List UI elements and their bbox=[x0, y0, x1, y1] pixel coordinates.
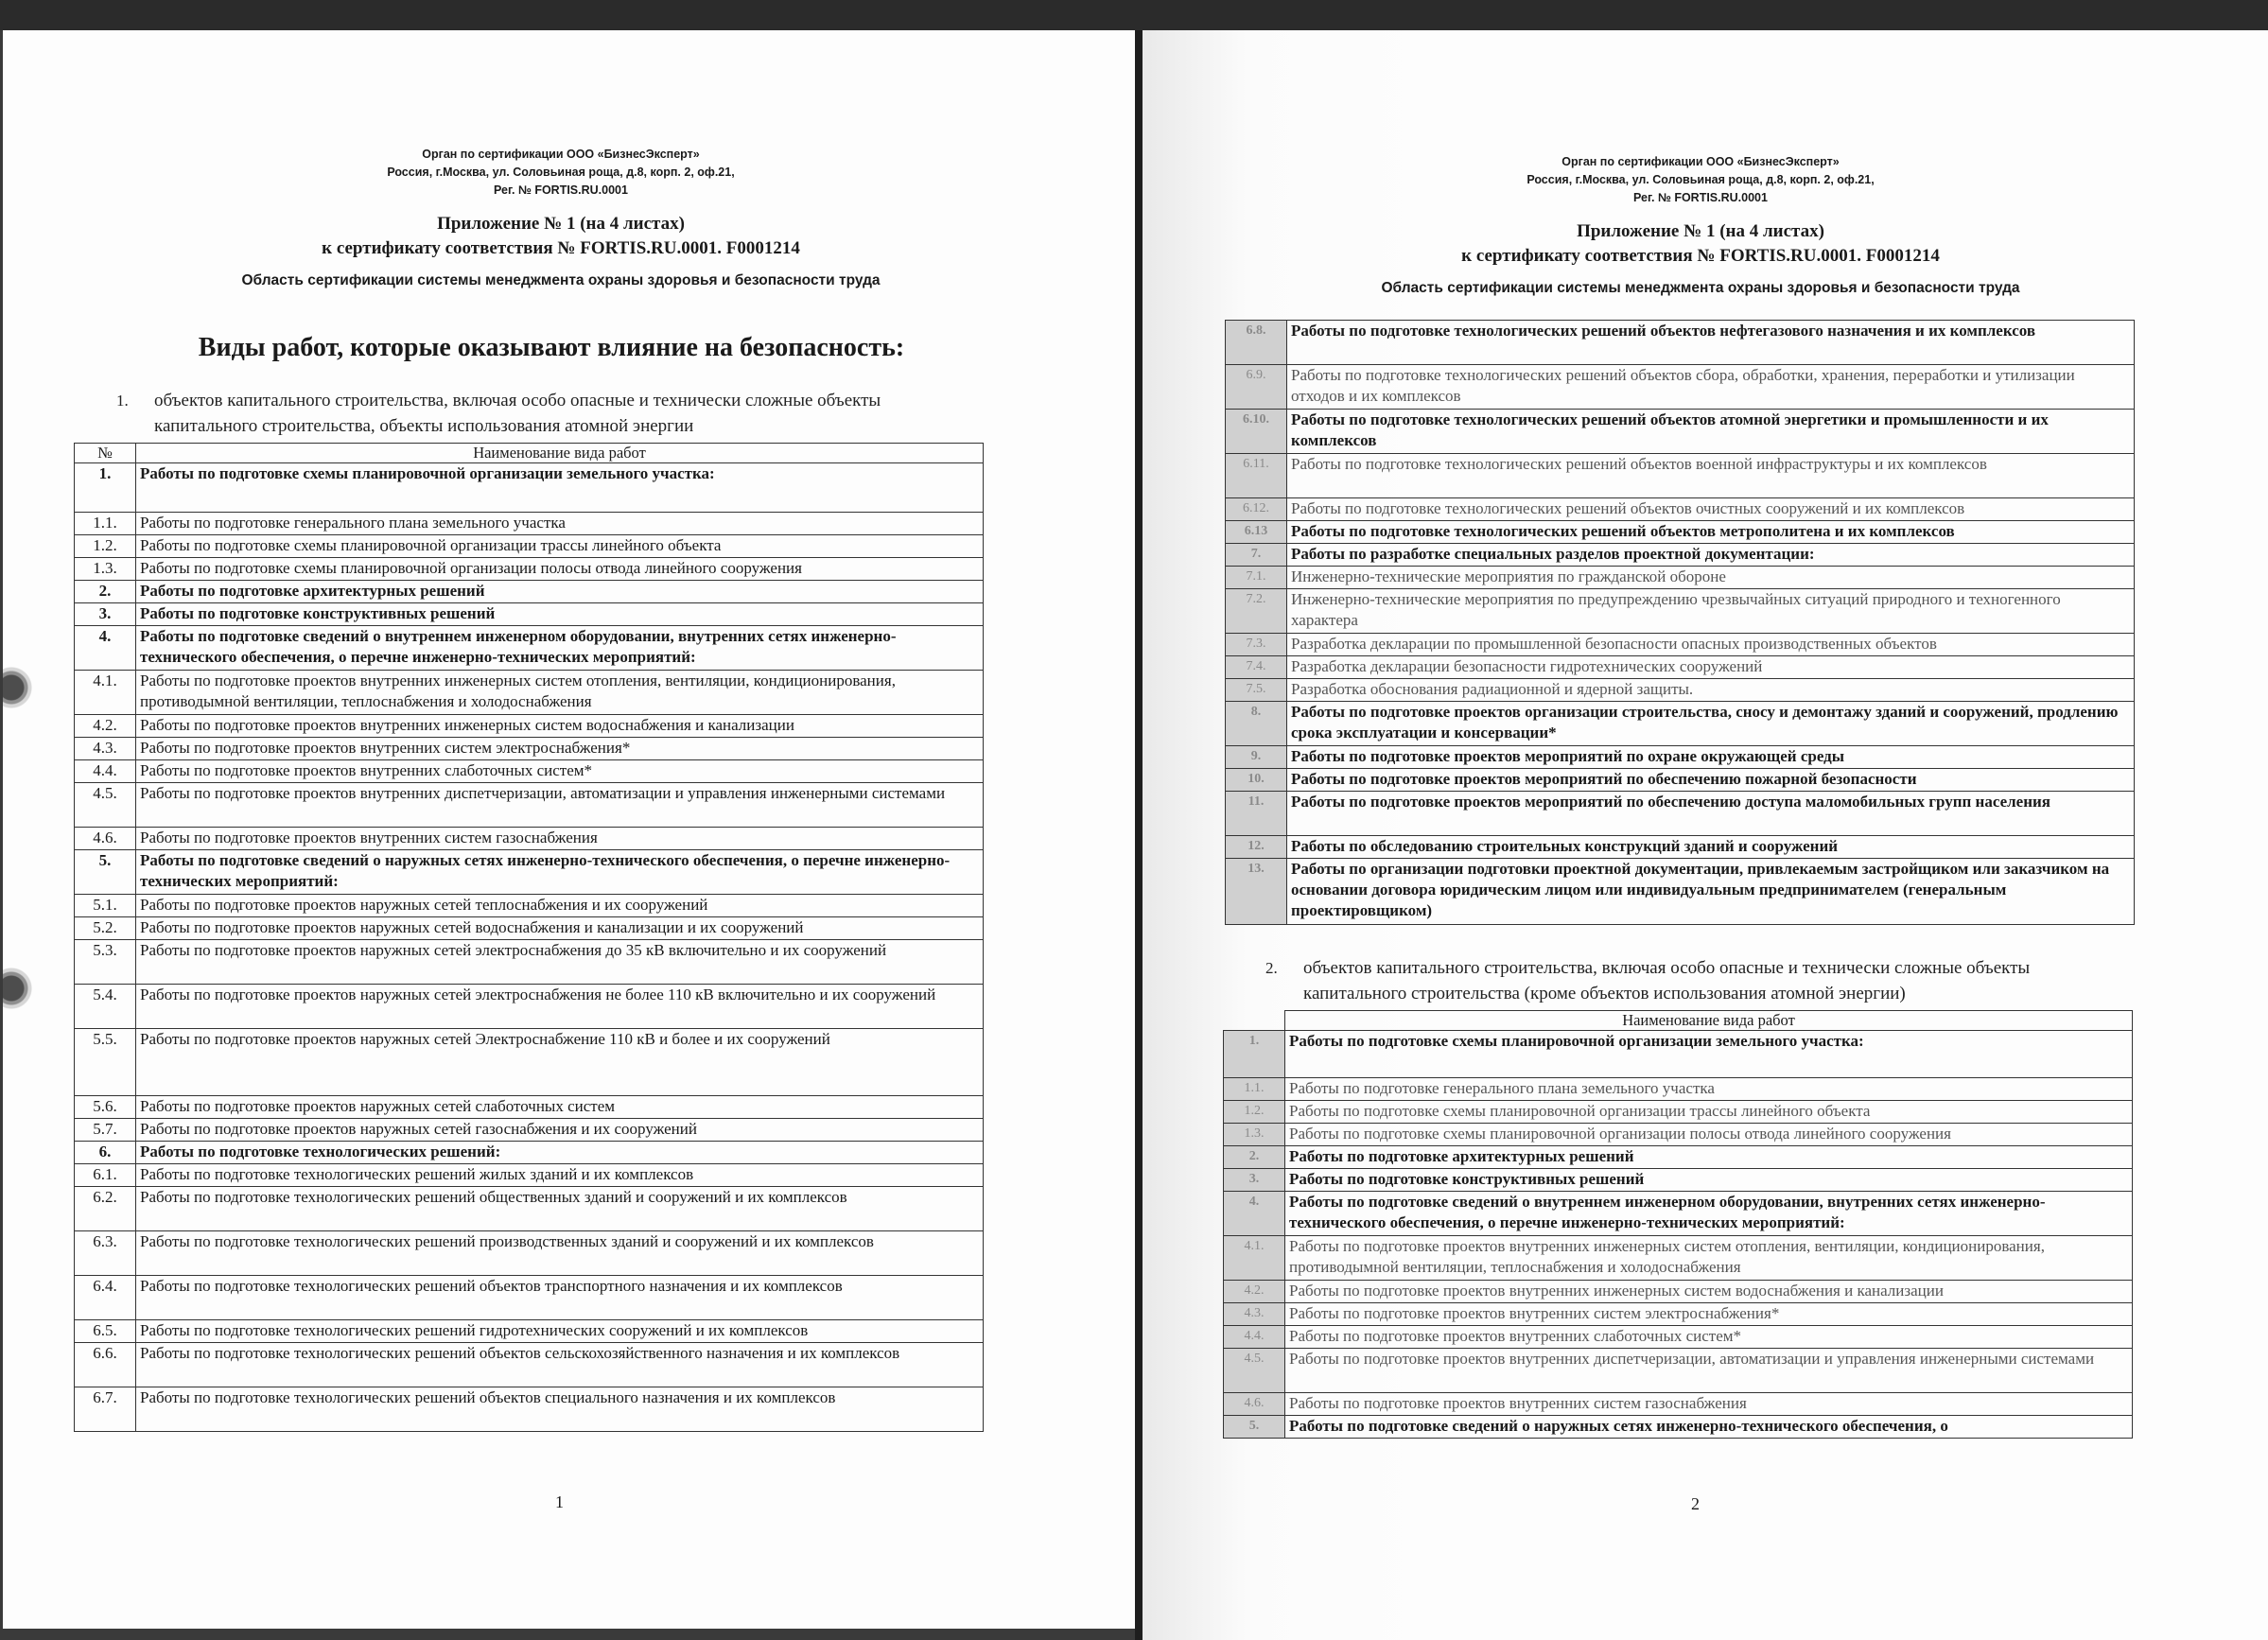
row-number: 4.6. bbox=[1224, 1393, 1285, 1416]
row-number: 4. bbox=[75, 626, 136, 671]
page-number: 1 bbox=[555, 1492, 564, 1511]
work-type-name: Разработка обоснования радиационной и ядерной защиты. bbox=[1287, 679, 2135, 702]
org-registration: Рег. № FORTIS.RU.0001 bbox=[1633, 191, 1768, 204]
works-table-2 bbox=[1223, 1010, 2133, 1439]
document-page-1 bbox=[3, 30, 1135, 1629]
work-type-name: Работы по подготовке проектов внутренних инженерных систем отопления, вентиляции, кондиционирования, противодымной вентиляции, теплоснабжения и холодоснабжения bbox=[136, 671, 984, 715]
org-registration: Рег. № FORTIS.RU.0001 bbox=[494, 183, 628, 197]
work-type-name: Работы по подготовке архитектурных решений bbox=[1285, 1146, 2133, 1169]
work-type-name: Работы по подготовке проектов мероприятий по обеспечению пожарной безопасности bbox=[1287, 769, 2135, 792]
work-type-name: Работы по подготовке генерального плана земельного участка bbox=[1285, 1078, 2133, 1101]
row-number: 4.1. bbox=[1224, 1236, 1285, 1281]
work-type-name: Работы по подготовке проектов внутренних диспетчеризации, автоматизации и управления инженерными системами bbox=[1285, 1349, 2133, 1393]
row-number: 13. bbox=[1226, 859, 1287, 925]
work-type-name: Работы по подготовке проектов организации строительства, сносу и демонтажу зданий и сооружений, продлению срока эксплуатации и консервации* bbox=[1287, 702, 2135, 746]
work-type-name: Работы по подготовке схемы планировочной организации земельного участка: bbox=[136, 463, 984, 513]
work-type-name: Работы по подготовке проектов внутренних инженерных систем водоснабжения и канализации bbox=[136, 715, 984, 738]
work-type-name: Работы по подготовке проектов внутренних инженерных систем водоснабжения и канализации bbox=[1285, 1281, 2133, 1303]
work-type-name: Работы по подготовке проектов наружных сетей газоснабжения и их сооружений bbox=[136, 1119, 984, 1142]
row-number: 4.4. bbox=[75, 760, 136, 783]
table-row bbox=[1226, 746, 2135, 769]
work-type-name: Инженерно-технические мероприятия по гражданской обороне bbox=[1287, 567, 2135, 589]
row-number: 11. bbox=[1226, 792, 1287, 836]
row-number: 6.1. bbox=[75, 1164, 136, 1187]
row-number: 6. bbox=[75, 1142, 136, 1164]
table-row bbox=[1224, 1192, 2133, 1236]
work-type-name: Работы по подготовке проектов наружных сетей электроснабжения не более 110 кВ включительно и их сооружений bbox=[136, 985, 984, 1029]
row-number: 5. bbox=[75, 850, 136, 895]
row-number: 5.2. bbox=[75, 917, 136, 940]
work-type-name: Работы по подготовке технологических решений: bbox=[136, 1142, 984, 1164]
table-row bbox=[75, 463, 984, 513]
table-row bbox=[75, 1119, 984, 1142]
row-number: 6.13 bbox=[1226, 521, 1287, 544]
row-number: 6.12. bbox=[1226, 498, 1287, 521]
work-type-name: Работы по подготовке проектов наружных сетей водоснабжения и канализации и их сооружений bbox=[136, 917, 984, 940]
row-number: 7.4. bbox=[1226, 656, 1287, 679]
row-number: 6.9. bbox=[1226, 365, 1287, 410]
row-number: 12. bbox=[1226, 836, 1287, 859]
org-name: Орган по сертификации ООО «БизнесЭксперт» bbox=[1561, 155, 1840, 168]
row-number: 6.2. bbox=[75, 1187, 136, 1231]
row-number: 5.1. bbox=[75, 895, 136, 917]
work-type-name: Работы по подготовке сведений о внутреннем инженерном оборудовании, внутренних сетях инженерно-технического обеспечения, о перечне инженерно-технических мероприятий: bbox=[136, 626, 984, 671]
work-type-name: Работы по подготовке технологических решений объектов метрополитена и их комплексов bbox=[1287, 521, 2135, 544]
row-number: 2. bbox=[75, 581, 136, 603]
row-number: 4.3. bbox=[1224, 1303, 1285, 1326]
row-number: 1.3. bbox=[75, 558, 136, 581]
table-row bbox=[75, 828, 984, 850]
table-row bbox=[1226, 498, 2135, 521]
table-row bbox=[75, 917, 984, 940]
row-number: 5.7. bbox=[75, 1119, 136, 1142]
work-type-name: Работы по подготовке схемы планировочной организации полосы отвода линейного сооружения bbox=[136, 558, 984, 581]
table-row bbox=[1226, 567, 2135, 589]
table-row bbox=[75, 1276, 984, 1320]
table-row bbox=[1226, 365, 2135, 410]
table-row bbox=[75, 558, 984, 581]
work-type-name: Работы по разработке специальных разделов проектной документации: bbox=[1287, 544, 2135, 567]
table-header-row bbox=[75, 444, 984, 463]
row-number: 5.5. bbox=[75, 1029, 136, 1096]
work-type-name: Работы по подготовке проектов внутренних диспетчеризации, автоматизации и управления инженерными системами bbox=[136, 783, 984, 828]
work-type-name: Работы по подготовке проектов внутренних инженерных систем отопления, вентиляции, кондиционирования, противодымной вентиляции, теплоснабжения и холодоснабжения bbox=[1285, 1236, 2133, 1281]
table-row bbox=[1224, 1236, 2133, 1281]
row-number: 4.5. bbox=[75, 783, 136, 828]
table-row bbox=[1226, 454, 2135, 498]
work-type-name: Работы по подготовке проектов внутренних слаботочных систем* bbox=[136, 760, 984, 783]
document-page-2 bbox=[1143, 30, 2268, 1640]
row-number: 1. bbox=[75, 463, 136, 513]
row-number: 4.5. bbox=[1224, 1349, 1285, 1393]
row-number: 6.4. bbox=[75, 1276, 136, 1320]
certification-scope: Область сертификации системы менеджмента охраны здоровья и безопасности труда bbox=[241, 272, 881, 288]
work-type-name: Работы по подготовке генерального плана земельного участка bbox=[136, 513, 984, 535]
table-row bbox=[1226, 859, 2135, 925]
table-row bbox=[75, 513, 984, 535]
work-type-name: Работы по подготовке технологических решений объектов очистных сооружений и их комплексов bbox=[1287, 498, 2135, 521]
row-number: 4. bbox=[1224, 1192, 1285, 1236]
list-text-line1: объектов капитального строительства, включая особо опасные и технически сложные объекты bbox=[1303, 958, 2031, 978]
table-row bbox=[75, 738, 984, 760]
work-type-name: Работы по подготовке технологических решений объектов специального назначения и их комплексов bbox=[136, 1387, 984, 1432]
list-number: 2. bbox=[1265, 959, 1278, 977]
row-number: 9. bbox=[1226, 746, 1287, 769]
row-number: 6.5. bbox=[75, 1320, 136, 1343]
row-number: 6.7. bbox=[75, 1387, 136, 1432]
table-row bbox=[75, 671, 984, 715]
row-number: 4.2. bbox=[1224, 1281, 1285, 1303]
work-type-name: Работы по подготовке проектов наружных сетей слаботочных систем bbox=[136, 1096, 984, 1119]
table-row bbox=[1224, 1078, 2133, 1101]
work-type-name: Разработка декларации безопасности гидротехнических сооружений bbox=[1287, 656, 2135, 679]
work-type-name: Работы по подготовке технологических решений объектов военной инфраструктуры и их комплексов bbox=[1287, 454, 2135, 498]
table-row bbox=[1224, 1101, 2133, 1124]
table-row bbox=[75, 895, 984, 917]
row-number: 3. bbox=[1224, 1169, 1285, 1192]
list-text-line1: объектов капитального строительства, включая особо опасные и технически сложные объекты bbox=[154, 391, 881, 410]
table-row bbox=[1226, 679, 2135, 702]
row-number: 4.4. bbox=[1224, 1326, 1285, 1349]
list-intro-1 bbox=[116, 388, 1062, 439]
work-type-name: Работы по подготовке сведений о наружных сетях инженерно-технического обеспечения, о перечне инженерно-технических мероприятий: bbox=[136, 850, 984, 895]
work-type-name: Работы по подготовке технологических решений объектов транспортного назначения и их комплексов bbox=[136, 1276, 984, 1320]
table-row bbox=[75, 535, 984, 558]
work-type-name: Работы по подготовке схемы планировочной организации полосы отвода линейного сооружения bbox=[1285, 1124, 2133, 1146]
row-number: 3. bbox=[75, 603, 136, 626]
table-row bbox=[1226, 321, 2135, 365]
table-row bbox=[75, 1343, 984, 1387]
row-number: 4.6. bbox=[75, 828, 136, 850]
work-type-name: Работы по подготовке технологических решений объектов сбора, обработки, хранения, переработки и утилизации отходов и их комплексов bbox=[1287, 365, 2135, 410]
work-type-name: Работы по подготовке проектов наружных сетей электроснабжения до 35 кВ включительно и их сооружений bbox=[136, 940, 984, 985]
table-row bbox=[75, 850, 984, 895]
work-type-name: Работы по подготовке конструктивных решений bbox=[136, 603, 984, 626]
work-type-name: Работы по подготовке схемы планировочной организации трассы линейного объекта bbox=[136, 535, 984, 558]
table-row bbox=[75, 760, 984, 783]
work-type-name: Работы по подготовке конструктивных решений bbox=[1285, 1169, 2133, 1192]
work-type-name: Работы по подготовке технологических решений общественных зданий и сооружений и их комплексов bbox=[136, 1187, 984, 1231]
binder-hole-1 bbox=[3, 666, 33, 709]
work-type-name: Работы по подготовке схемы планировочной организации земельного участка: bbox=[1285, 1031, 2133, 1078]
table-row bbox=[75, 783, 984, 828]
row-number: 7.2. bbox=[1226, 589, 1287, 634]
page-number: 2 bbox=[1691, 1494, 1700, 1513]
table-row bbox=[75, 626, 984, 671]
table-row bbox=[1226, 792, 2135, 836]
table-row bbox=[1224, 1416, 2133, 1439]
row-number: 1.2. bbox=[75, 535, 136, 558]
org-name: Орган по сертификации ООО «БизнесЭксперт» bbox=[422, 148, 700, 161]
work-type-name: Работы по подготовке технологических решений жилых зданий и их комплексов bbox=[136, 1164, 984, 1187]
table-row bbox=[1224, 1281, 2133, 1303]
row-number: 5.3. bbox=[75, 940, 136, 985]
table-row bbox=[1224, 1031, 2133, 1078]
row-number: 6.8. bbox=[1226, 321, 1287, 365]
table-row bbox=[1226, 410, 2135, 454]
work-type-name: Работы по подготовке проектов мероприятий по обеспечению доступа маломобильных групп населения bbox=[1287, 792, 2135, 836]
viewer-top-bar bbox=[0, 0, 2268, 30]
table-row bbox=[75, 1164, 984, 1187]
work-type-name: Работы по обследованию строительных конструкций зданий и сооружений bbox=[1287, 836, 2135, 859]
row-number: 1.2. bbox=[1224, 1101, 1285, 1124]
list-number: 1. bbox=[116, 392, 129, 410]
row-number: 10. bbox=[1226, 769, 1287, 792]
table-row bbox=[75, 1387, 984, 1432]
binder-hole-2 bbox=[3, 967, 33, 1010]
work-type-name: Работы по подготовке проектов наружных сетей Электроснабжение 110 кВ и более и их сооружений bbox=[136, 1029, 984, 1096]
work-type-name: Работы по подготовке технологических решений производственных зданий и сооружений и их комплексов bbox=[136, 1231, 984, 1276]
work-type-name: Работы по подготовке архитектурных решений bbox=[136, 581, 984, 603]
row-number: 7. bbox=[1226, 544, 1287, 567]
work-type-name: Работы по подготовке сведений о наружных сетях инженерно-технического обеспечения, о bbox=[1285, 1416, 2133, 1439]
work-type-name: Инженерно-технические мероприятия по предупреждению чрезвычайных ситуаций природного и техногенного характера bbox=[1287, 589, 2135, 634]
row-number: 4.3. bbox=[75, 738, 136, 760]
main-title: Виды работ, которые оказывают влияние на безопасность: bbox=[198, 333, 905, 362]
row-number: 1.1. bbox=[1224, 1078, 1285, 1101]
work-type-name: Разработка декларации по промышленной безопасности опасных производственных объектов bbox=[1287, 634, 2135, 656]
table-row bbox=[75, 940, 984, 985]
row-number: 1.3. bbox=[1224, 1124, 1285, 1146]
column-header-name: Наименование вида работ bbox=[1285, 1011, 2133, 1031]
table-row bbox=[1226, 702, 2135, 746]
row-number: 4.2. bbox=[75, 715, 136, 738]
table-row bbox=[75, 1142, 984, 1164]
works-table-2-continued bbox=[1225, 320, 2135, 925]
table-header-row bbox=[1224, 1011, 2133, 1031]
table-row bbox=[75, 715, 984, 738]
column-header-number: № bbox=[75, 444, 136, 463]
table-row bbox=[1226, 836, 2135, 859]
table-row bbox=[75, 581, 984, 603]
table-row bbox=[1224, 1303, 2133, 1326]
column-header-number bbox=[1224, 1011, 1285, 1031]
work-type-name: Работы по подготовке технологических решений объектов атомной энергетики и промышленности и их комплексов bbox=[1287, 410, 2135, 454]
work-type-name: Работы по подготовке технологических решений объектов нефтегазового назначения и их комплексов bbox=[1287, 321, 2135, 365]
row-number: 2. bbox=[1224, 1146, 1285, 1169]
row-number: 5.4. bbox=[75, 985, 136, 1029]
work-type-name: Работы по подготовке проектов внутренних слаботочных систем* bbox=[1285, 1326, 2133, 1349]
certificate-header-2 bbox=[1275, 153, 2126, 297]
work-type-name: Работы по организации подготовки проектной документации, привлекаемым застройщиком или заказчиком на основании договора юридическим лицом или индивидуальным предпринимателем (генеральным проектировщиком) bbox=[1287, 859, 2135, 925]
table-row bbox=[1224, 1326, 2133, 1349]
row-number: 5.6. bbox=[75, 1096, 136, 1119]
table-row bbox=[1226, 544, 2135, 567]
table-row bbox=[75, 1029, 984, 1096]
table-row bbox=[1224, 1393, 2133, 1416]
row-number: 6.3. bbox=[75, 1231, 136, 1276]
row-number: 7.3. bbox=[1226, 634, 1287, 656]
work-type-name: Работы по подготовке проектов внутренних систем электроснабжения* bbox=[1285, 1303, 2133, 1326]
table-row bbox=[1226, 769, 2135, 792]
appendix-title: Приложение № 1 (на 4 листах) bbox=[437, 214, 685, 234]
list-intro-2 bbox=[1265, 955, 2211, 1006]
appendix-title: Приложение № 1 (на 4 листах) bbox=[1577, 221, 1824, 241]
work-type-name: Работы по подготовке сведений о внутреннем инженерном оборудовании, внутренних сетях инженерно-технического обеспечения, о перечне инженерно-технических мероприятий: bbox=[1285, 1192, 2133, 1236]
table-row bbox=[1224, 1124, 2133, 1146]
row-number: 6.11. bbox=[1226, 454, 1287, 498]
table-row bbox=[75, 1096, 984, 1119]
works-table-1 bbox=[74, 443, 984, 1432]
certificate-reference: к сертификату соответствия № FORTIS.RU.0001. F0001214 bbox=[322, 238, 800, 258]
work-type-name: Работы по подготовке проектов внутренних систем газоснабжения bbox=[136, 828, 984, 850]
certification-scope: Область сертификации системы менеджмента охраны здоровья и безопасности труда bbox=[1381, 280, 2020, 296]
org-address: Россия, г.Москва, ул. Соловьиная роща, д.8, корп. 2, оф.21, bbox=[1527, 173, 1875, 186]
certificate-reference: к сертификату соответствия № FORTIS.RU.0001. F0001214 bbox=[1461, 246, 1940, 266]
row-number: 4.1. bbox=[75, 671, 136, 715]
work-type-name: Работы по подготовке проектов внутренних систем газоснабжения bbox=[1285, 1393, 2133, 1416]
table-row bbox=[1224, 1349, 2133, 1393]
table-row bbox=[1224, 1146, 2133, 1169]
list-text-line2: капитального строительства, объекты использования атомной энергии bbox=[154, 416, 694, 436]
row-number: 5. bbox=[1224, 1416, 1285, 1439]
work-type-name: Работы по подготовке проектов внутренних систем электроснабжения* bbox=[136, 738, 984, 760]
table-row bbox=[75, 1187, 984, 1231]
page-gutter bbox=[1135, 30, 1143, 1640]
org-address: Россия, г.Москва, ул. Соловьиная роща, д.8, корп. 2, оф.21, bbox=[387, 166, 735, 179]
table-row bbox=[75, 985, 984, 1029]
table-row bbox=[1226, 589, 2135, 634]
work-type-name: Работы по подготовке схемы планировочной организации трассы линейного объекта bbox=[1285, 1101, 2133, 1124]
row-number: 1.1. bbox=[75, 513, 136, 535]
table-row bbox=[75, 1320, 984, 1343]
work-type-name: Работы по подготовке технологических решений объектов сельскохозяйственного назначения и их комплексов bbox=[136, 1343, 984, 1387]
list-text-line2: капитального строительства (кроме объектов использования атомной энергии) bbox=[1303, 984, 1906, 1003]
table-row bbox=[1226, 521, 2135, 544]
work-type-name: Работы по подготовке технологических решений гидротехнических сооружений и их комплексов bbox=[136, 1320, 984, 1343]
table-row bbox=[75, 1231, 984, 1276]
row-number: 1. bbox=[1224, 1031, 1285, 1078]
row-number: 7.1. bbox=[1226, 567, 1287, 589]
table-row bbox=[1226, 634, 2135, 656]
column-header-name: Наименование вида работ bbox=[136, 444, 984, 463]
work-type-name: Работы по подготовке проектов наружных сетей теплоснабжения и их сооружений bbox=[136, 895, 984, 917]
certificate-header bbox=[135, 146, 986, 289]
row-number: 6.10. bbox=[1226, 410, 1287, 454]
table-row bbox=[75, 603, 984, 626]
row-number: 8. bbox=[1226, 702, 1287, 746]
row-number: 7.5. bbox=[1226, 679, 1287, 702]
table-row bbox=[1224, 1169, 2133, 1192]
row-number: 6.6. bbox=[75, 1343, 136, 1387]
work-type-name: Работы по подготовке проектов мероприятий по охране окружающей среды bbox=[1287, 746, 2135, 769]
table-row bbox=[1226, 656, 2135, 679]
